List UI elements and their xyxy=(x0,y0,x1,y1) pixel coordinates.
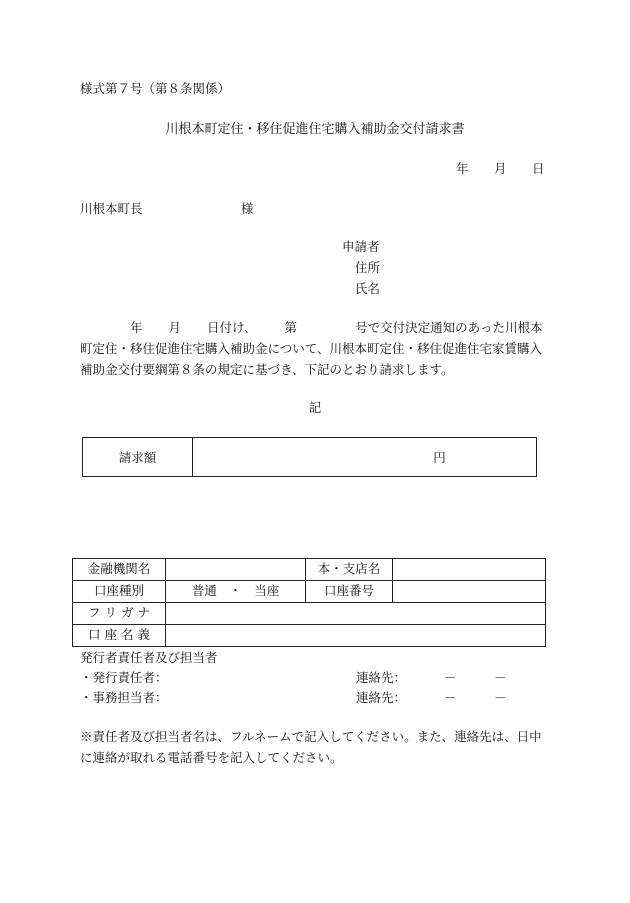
ki-heading: 記 xyxy=(308,400,322,415)
addressee: 川根本町長 xyxy=(80,201,143,216)
body-month: 月 xyxy=(168,320,182,335)
institution-field[interactable] xyxy=(166,559,306,581)
responsible-label: ・発行責任者： xyxy=(80,670,168,685)
furigana-label: フ リ ガ ナ xyxy=(73,603,166,625)
responsible-phone-dash-2: － xyxy=(494,670,507,685)
table-row xyxy=(73,625,546,647)
clerk-phone-dash-2: － xyxy=(494,690,507,705)
account-type-options[interactable]: 普通 ・ 当座 xyxy=(166,581,306,603)
body-issue-text: 号で交付決定通知のあった川根本 xyxy=(355,320,543,335)
note-line-1: ※責任者及び担当者名は、フルネームで記入してください。また、連絡先は、日中 xyxy=(80,729,542,744)
body-line-3: 補助金交付要綱第８条の規定に基づき、下記のとおり請求します。 xyxy=(80,362,454,377)
claim-amount-box xyxy=(82,437,537,477)
date-year: 年 xyxy=(456,161,469,176)
table-row xyxy=(73,581,546,603)
document-title: 川根本町定住・移住促進住宅購入補助金交付請求書 xyxy=(165,122,465,137)
clerk-label: ・事務担当者： xyxy=(80,690,168,705)
note-line-2: に連絡が取れる電話番号を記入してください。 xyxy=(80,750,343,765)
branch-label: 本・支店名 xyxy=(306,559,393,581)
form-number: 様式第７号（第８条関係） xyxy=(80,81,231,96)
responsible-phone-dash-1: － xyxy=(444,670,457,685)
furigana-field[interactable] xyxy=(166,603,546,625)
account-number-label: 口座番号 xyxy=(306,581,393,603)
date-month: 月 xyxy=(494,161,507,176)
body-line-1 xyxy=(80,322,542,335)
addressee-honorific: 様 xyxy=(241,201,254,216)
account-name-field[interactable] xyxy=(166,625,546,647)
applicant-address-label: 住所 xyxy=(355,260,381,275)
table-row xyxy=(73,603,546,625)
body-year: 年 xyxy=(130,320,143,335)
account-number-field[interactable] xyxy=(393,581,546,603)
date-day: 日 xyxy=(532,161,545,176)
applicant-label: 申請者 xyxy=(342,239,380,254)
bank-account-table xyxy=(72,558,546,647)
body-day: 日付け、 xyxy=(207,320,257,335)
institution-label: 金融機関名 xyxy=(73,559,166,581)
applicant-name-label: 氏名 xyxy=(355,281,381,296)
yen-unit: 円 xyxy=(433,450,446,465)
body-dai: 第 xyxy=(284,320,298,335)
account-type-label: 口座種別 xyxy=(73,581,166,603)
claim-amount-label: 請求額 xyxy=(83,438,193,476)
body-line-2: 町定住・移住促進住宅購入補助金について、川根本町定住・移住促進住宅家賃購入 xyxy=(80,341,543,356)
clerk-phone-dash-1: － xyxy=(444,690,457,705)
branch-field[interactable] xyxy=(393,559,546,581)
responsible-contact-label: 連絡先： xyxy=(356,670,407,685)
table-row xyxy=(73,559,546,581)
issuer-heading: 発行者責任者及び担当者 xyxy=(80,650,218,665)
clerk-contact-label: 連絡先： xyxy=(356,690,407,705)
claim-amount-field[interactable] xyxy=(193,438,536,476)
account-name-label: 口 座 名 義 xyxy=(73,625,166,647)
